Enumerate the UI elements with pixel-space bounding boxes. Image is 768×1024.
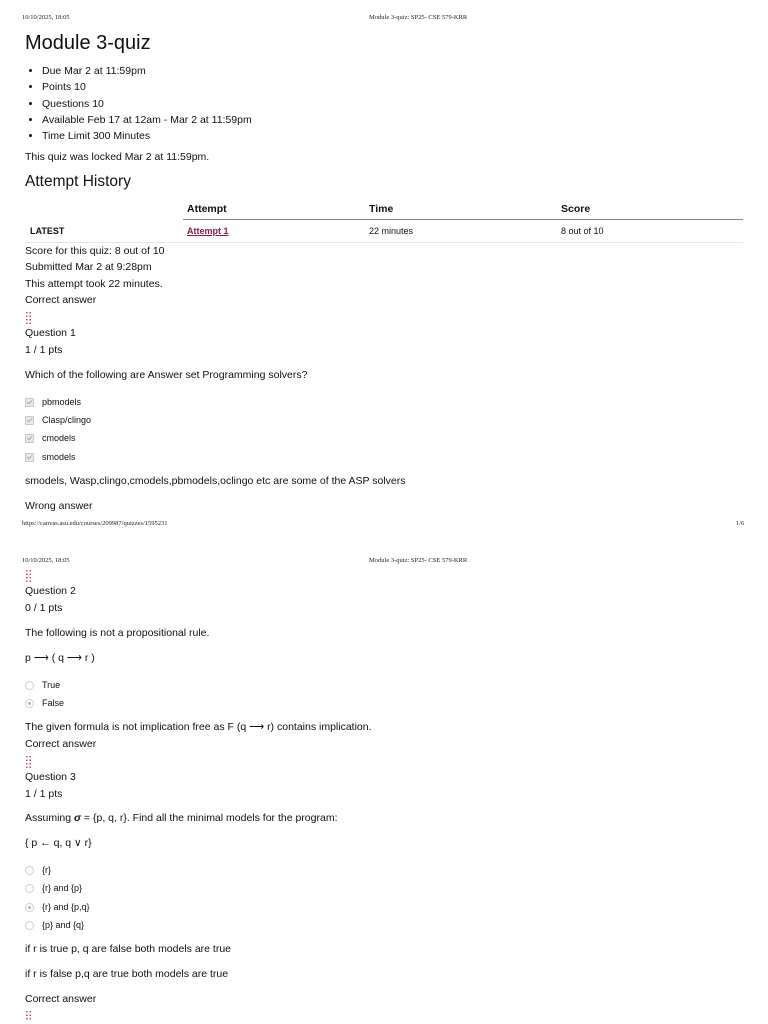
drag-handle-icon (26, 312, 32, 324)
q3-option-label: {r} and {p} (42, 883, 83, 893)
sigma-symbol: σ (74, 812, 81, 824)
q2-option-false (25, 698, 64, 708)
attempt-1-link[interactable]: Attempt 1 (187, 226, 229, 236)
q2-option-true (25, 680, 60, 690)
q3-program: { p ← q, q ∨ r} (25, 837, 92, 849)
due-date: • Due Mar 2 at 11:59pm (42, 63, 252, 79)
submitted-time: Submitted Mar 2 at 9:28pm (25, 261, 152, 273)
checkbox-checked-icon (25, 398, 34, 407)
q1-points: 1 / 1 pts (25, 344, 63, 356)
page-title: Module 3-quiz (25, 32, 151, 54)
q2-status: Wrong answer (25, 500, 93, 512)
q1-title: Question 1 (25, 327, 76, 339)
q3-prompt-pre: Assuming (25, 812, 75, 824)
q3-option-3 (25, 902, 90, 912)
q3-option-label: {r} (42, 865, 52, 875)
table-header-divider (183, 219, 743, 220)
radio-selected-icon (25, 699, 34, 708)
q4-status: Correct answer (25, 993, 97, 1005)
drag-handle-icon (26, 756, 32, 768)
q2-option-label: False (42, 698, 65, 708)
q3-option-2 (25, 883, 82, 893)
time-limit: • Time Limit 300 Minutes (42, 128, 252, 144)
attempt-duration: This attempt took 22 minutes. (25, 278, 163, 290)
q1-option-label: smodels (42, 452, 76, 462)
column-header-attempt: Attempt (187, 203, 227, 215)
q3-comment-2: if r is false p,q are true both models are true (25, 968, 229, 980)
q2-prompt: The following is not a propositional rule. (25, 627, 210, 639)
radio-unselected-icon (25, 884, 34, 893)
q3-prompt-post: = {p, q, r}. Find all the minimal models for the program: (81, 812, 338, 824)
radio-unselected-icon (25, 681, 34, 690)
print-page-number: 1/6 (736, 520, 745, 527)
radio-selected-icon (25, 903, 34, 912)
q2-formula: p ⟶ ( q ⟶ r ) (25, 652, 95, 664)
q1-option-label: Clasp/clingo (42, 415, 92, 425)
attempt-history-heading: Attempt History (25, 173, 131, 190)
q1-option-cmodels (25, 433, 76, 443)
print-datetime: 10/10/2025, 18:05 (22, 557, 70, 564)
question-count: • Questions 10 (42, 96, 252, 112)
points: • Points 10 (42, 79, 252, 95)
availability: • Available Feb 17 at 12am - Mar 2 at 11:59pm (42, 112, 252, 128)
q2-title: Question 2 (25, 585, 76, 597)
print-doc-title: Module 3-quiz: SP25- CSE 579-KRR (369, 557, 468, 564)
column-header-time: Time (369, 203, 394, 215)
print-datetime: 10/10/2025, 18:05 (22, 14, 70, 21)
q1-option-label: pbmodels (42, 397, 82, 407)
print-doc-title: Module 3-quiz: SP25- CSE 579-KRR (369, 14, 468, 21)
q3-option-label: {p} and {q} (42, 920, 85, 930)
attempt-time: 22 minutes (369, 226, 414, 236)
q1-prompt: Which of the following are Answer set Programming solvers? (25, 369, 308, 381)
checkbox-checked-icon (25, 434, 34, 443)
print-url: https://canvas.asu.edu/courses/209987/quizzes/1595231 (22, 520, 168, 527)
quiz-details-list (25, 63, 252, 144)
radio-unselected-icon (25, 921, 34, 930)
q3-title: Question 3 (25, 771, 76, 783)
locked-notice: This quiz was locked Mar 2 at 11:59pm. (25, 151, 210, 163)
q1-option-clasp (25, 415, 91, 425)
q1-option-label: cmodels (42, 433, 76, 443)
q3-prompt (25, 810, 338, 827)
q3-option-1 (25, 865, 51, 875)
column-header-score: Score (561, 203, 591, 215)
q1-comment: smodels, Wasp,clingo,cmodels,pbmodels,oclingo etc are some of the ASP solvers (25, 475, 406, 487)
q2-comment: The given formula is not implication free as F (q ⟶ r) contains implication. (25, 721, 372, 733)
q1-option-smodels (25, 452, 76, 462)
latest-label: LATEST (30, 226, 65, 236)
q3-option-4 (25, 920, 84, 930)
drag-handle-icon (26, 1011, 32, 1023)
q1-status: Correct answer (25, 294, 97, 306)
quiz-score: Score for this quiz: 8 out of 10 (25, 245, 165, 257)
q2-points: 0 / 1 pts (25, 602, 63, 614)
checkbox-checked-icon (25, 416, 34, 425)
q3-option-label: {r} and {p,q} (42, 902, 90, 912)
q1-option-pbmodels (25, 397, 81, 407)
attempt-score: 8 out of 10 (561, 226, 604, 236)
checkbox-checked-icon (25, 453, 34, 462)
q3-status: Correct answer (25, 738, 97, 750)
q3-comment-1: if r is true p, q are false both models are true (25, 943, 232, 955)
q3-points: 1 / 1 pts (25, 788, 63, 800)
drag-handle-icon (26, 570, 32, 582)
q2-option-label: True (42, 680, 61, 690)
radio-unselected-icon (25, 866, 34, 875)
